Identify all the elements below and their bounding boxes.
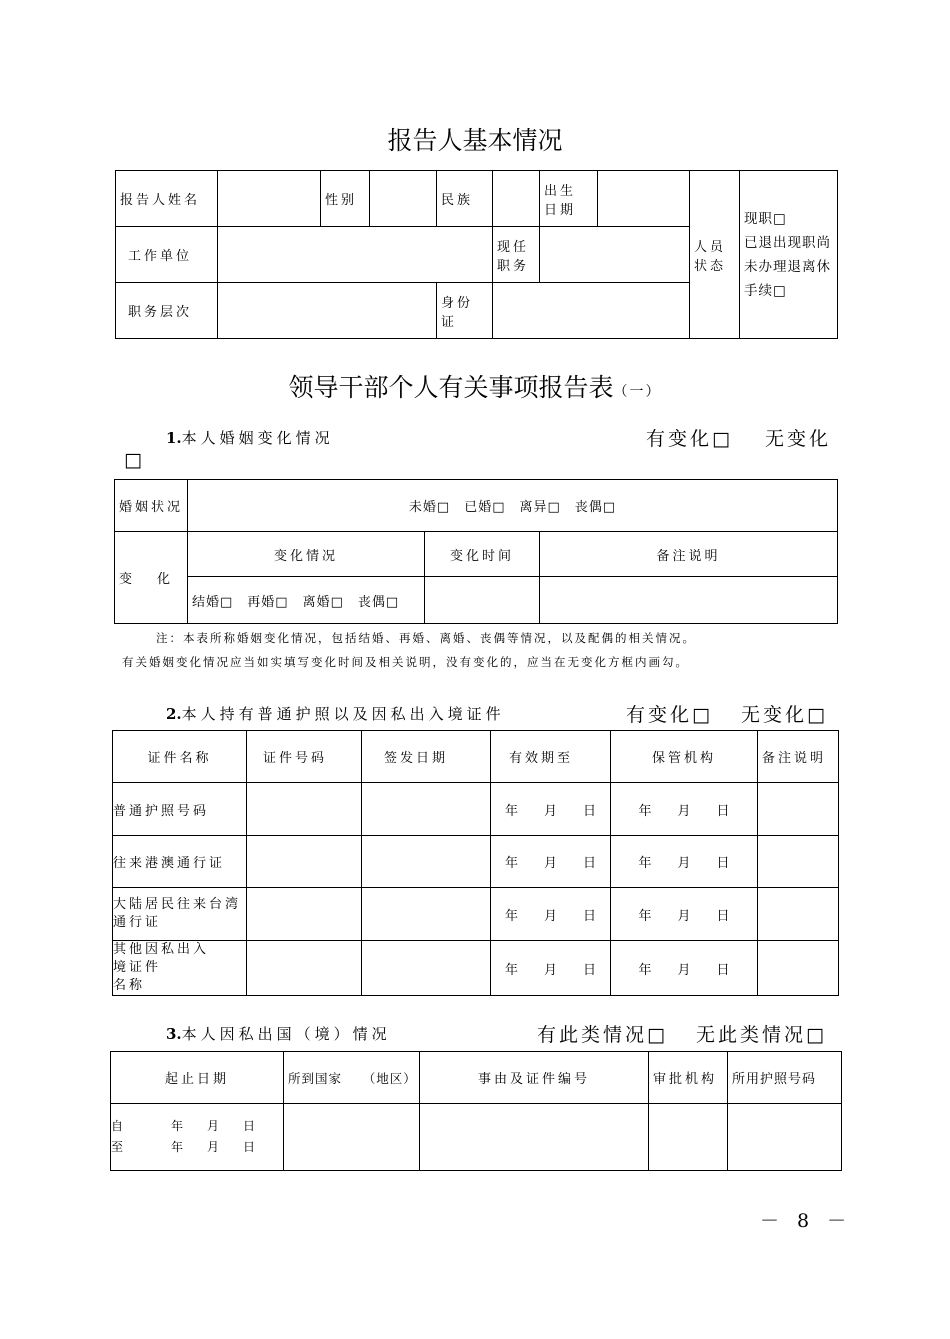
section1-status bbox=[646, 424, 831, 451]
approver-field[interactable] bbox=[649, 1104, 728, 1171]
row-label: 大陆居民往来台湾 通行证 bbox=[113, 888, 247, 941]
status-label: 人员 状态 bbox=[690, 171, 740, 339]
section3-has-checkbox[interactable]: 有此类情况□ bbox=[537, 1024, 668, 1046]
doc-remark-field[interactable] bbox=[758, 836, 839, 888]
section3-status bbox=[537, 1020, 827, 1047]
section1-note-1: 注：本表所称婚姻变化情况，包括结婚、再婚、离婚、丧偶等情况，以及配偶的相关情况。 bbox=[156, 631, 696, 645]
valid-until-field[interactable]: 年 月 日 bbox=[491, 783, 611, 836]
name-field[interactable] bbox=[218, 171, 321, 227]
birth-label: 出生 日期 bbox=[540, 171, 598, 227]
table-row bbox=[113, 941, 839, 996]
gender-field[interactable] bbox=[370, 171, 437, 227]
col-passport-no: 所用护照号码 bbox=[728, 1052, 842, 1104]
valid-until-field[interactable]: 年 月 日 bbox=[491, 888, 611, 941]
position-label: 现任 职务 bbox=[493, 227, 540, 283]
col-custodian: 保管机构 bbox=[611, 731, 758, 783]
status-retired-checkbox[interactable]: 手续□ bbox=[744, 282, 787, 299]
section3-none-checkbox[interactable]: 无此类情况□ bbox=[696, 1024, 827, 1046]
section3-heading: 3.本人因私出国（境）情况 bbox=[166, 1025, 391, 1043]
status-current[interactable]: 现职□ bbox=[744, 210, 787, 227]
work-unit-label: 工作单位 bbox=[116, 227, 218, 283]
table-row bbox=[113, 836, 839, 888]
col-doc-number: 证件号码 bbox=[247, 731, 362, 783]
birth-field[interactable] bbox=[598, 171, 690, 227]
section2-unchanged-checkbox[interactable]: 无变化□ bbox=[741, 704, 828, 726]
marital-options[interactable]: 未婚□ 已婚□ 离异□ 丧偶□ bbox=[188, 480, 838, 532]
row-label: 其他因私出入 境证件 名称 bbox=[113, 941, 247, 996]
report-title: 领导干部个人有关事项报告表（一） bbox=[288, 373, 662, 402]
section1-unchanged-checkbox[interactable]: □ bbox=[124, 449, 145, 471]
change-options[interactable]: 结婚□ 再婚□ 离婚□ 丧偶□ bbox=[188, 577, 425, 624]
custodian-field[interactable]: 年 月 日 bbox=[611, 836, 758, 888]
col-change-time: 变化时间 bbox=[425, 532, 540, 577]
ethnic-label: 民族 bbox=[437, 171, 493, 227]
status-retired-line1: 已退出现职尚 bbox=[744, 234, 831, 251]
col-approver: 审批机构 bbox=[649, 1052, 728, 1104]
page-number: － 8 － bbox=[760, 1210, 853, 1232]
basic-info-table bbox=[115, 170, 838, 339]
col-doc-remark: 备注说明 bbox=[758, 731, 839, 783]
col-issue-date: 签发日期 bbox=[362, 731, 491, 783]
col-country: 所到国家 （地区） bbox=[284, 1052, 420, 1104]
section1-note-2: 有关婚姻变化情况应当如实填写变化时间及相关说明，没有变化的，应当在无变化方框内画勾。 bbox=[122, 655, 689, 669]
table-row bbox=[113, 783, 839, 836]
change-label: 变 化 bbox=[115, 532, 188, 624]
col-valid-until: 有效期至 bbox=[491, 731, 611, 783]
level-field[interactable] bbox=[218, 283, 437, 339]
valid-until-field[interactable]: 年 月 日 bbox=[491, 941, 611, 996]
table-row bbox=[113, 888, 839, 941]
date-range-field[interactable]: 自 年 月 日 至 年 月 日 bbox=[111, 1104, 284, 1171]
marital-label: 婚姻状况 bbox=[115, 480, 188, 532]
travel-table bbox=[110, 1051, 842, 1171]
ethnic-field[interactable] bbox=[493, 171, 540, 227]
id-label: 身份证 bbox=[437, 283, 493, 339]
issue-date-field[interactable] bbox=[362, 888, 491, 941]
custodian-field[interactable]: 年 月 日 bbox=[611, 783, 758, 836]
section2-heading: 2.本人持有普通护照以及因私出入境证件 bbox=[166, 705, 505, 723]
gender-label: 性别 bbox=[321, 171, 370, 227]
col-reason: 事由及证件编号 bbox=[420, 1052, 649, 1104]
status-options bbox=[740, 171, 838, 339]
doc-remark-field[interactable] bbox=[758, 888, 839, 941]
doc-number-field[interactable] bbox=[247, 941, 362, 996]
section1-changed-checkbox[interactable]: 有变化□ bbox=[646, 428, 733, 450]
col-change-type: 变化情况 bbox=[188, 532, 425, 577]
doc-number-field[interactable] bbox=[247, 888, 362, 941]
reason-field[interactable] bbox=[420, 1104, 649, 1171]
section2-changed-checkbox[interactable]: 有变化□ bbox=[626, 704, 713, 726]
level-label: 职务层次 bbox=[116, 283, 218, 339]
change-time-field[interactable] bbox=[425, 577, 540, 624]
table-row bbox=[111, 1104, 842, 1171]
doc-remark-field[interactable] bbox=[758, 783, 839, 836]
row-label: 普通护照号码 bbox=[113, 783, 247, 836]
issue-date-field[interactable] bbox=[362, 783, 491, 836]
col-dates: 起止日期 bbox=[111, 1052, 284, 1104]
row-label: 往来港澳通行证 bbox=[113, 836, 247, 888]
passport-table bbox=[112, 730, 839, 996]
section2-status bbox=[626, 700, 828, 727]
passport-no-field[interactable] bbox=[728, 1104, 842, 1171]
col-doc-name: 证件名称 bbox=[113, 731, 247, 783]
page-title: 报告人基本情况 bbox=[387, 126, 563, 155]
remark-field[interactable] bbox=[540, 577, 838, 624]
doc-remark-field[interactable] bbox=[758, 941, 839, 996]
marital-table bbox=[114, 479, 838, 624]
doc-number-field[interactable] bbox=[247, 836, 362, 888]
issue-date-field[interactable] bbox=[362, 941, 491, 996]
valid-until-field[interactable]: 年 月 日 bbox=[491, 836, 611, 888]
section1-unchanged-label[interactable]: 无变化 bbox=[765, 428, 832, 450]
custodian-field[interactable]: 年 月 日 bbox=[611, 941, 758, 996]
status-retired-line2: 未办理退离休 bbox=[744, 258, 831, 275]
id-field[interactable] bbox=[493, 283, 690, 339]
work-unit-field[interactable] bbox=[218, 227, 493, 283]
doc-number-field[interactable] bbox=[247, 783, 362, 836]
section1-heading: 1.本人婚姻变化情况 bbox=[166, 429, 334, 447]
name-label: 报告人姓名 bbox=[116, 171, 218, 227]
position-field[interactable] bbox=[540, 227, 690, 283]
custodian-field[interactable]: 年 月 日 bbox=[611, 888, 758, 941]
col-remark: 备注说明 bbox=[540, 532, 838, 577]
country-field[interactable] bbox=[284, 1104, 420, 1171]
issue-date-field[interactable] bbox=[362, 836, 491, 888]
